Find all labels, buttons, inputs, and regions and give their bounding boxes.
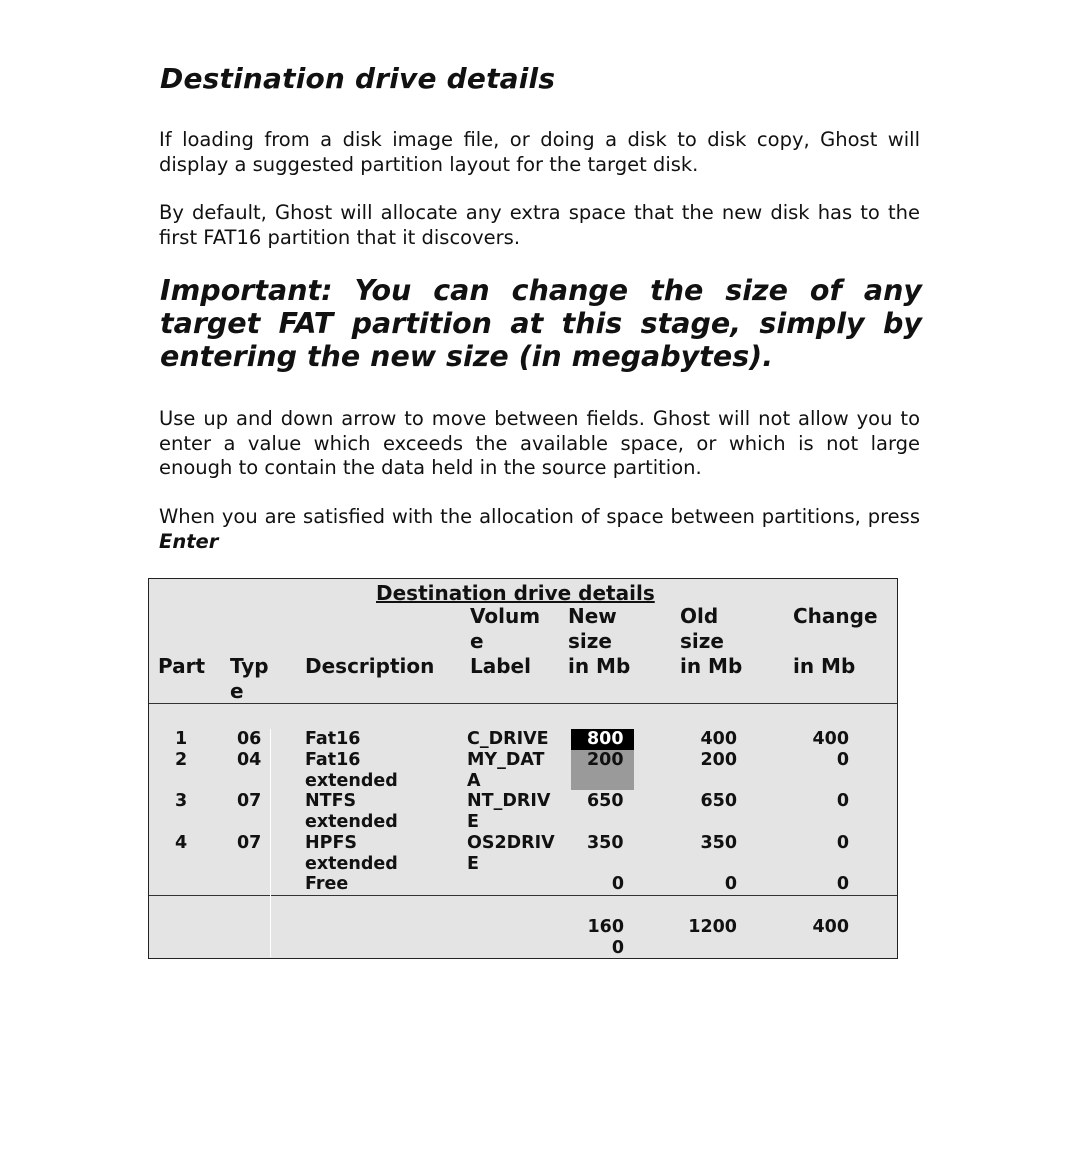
- column-separator: [270, 729, 271, 957]
- row1-volume-label: C_DRIVE: [467, 729, 549, 749]
- row4-old-size: 350: [700, 833, 737, 853]
- row2-change: 0: [836, 750, 849, 770]
- row4-part: 4: [175, 833, 188, 853]
- important-note: Important: You can change the size of any target FAT partition at this stage, simply by entering the new size (in megabytes).: [160, 274, 922, 373]
- totals-divider: [149, 895, 897, 896]
- free-description: Free: [305, 874, 349, 894]
- row2-old-size: 200: [700, 750, 737, 770]
- row3-new-size-input[interactable]: 650: [587, 791, 624, 811]
- free-new-size: 0: [611, 874, 624, 894]
- destination-drive-dialog: [148, 578, 898, 959]
- row1-description: Fat16: [305, 729, 361, 749]
- row3-part: 3: [175, 791, 188, 811]
- confirm-text: When you are satisfied with the allocation of space between partitions, press: [159, 505, 920, 528]
- row4-description: HPFS extended: [305, 833, 398, 874]
- row3-volume-label: NT_DRIV E: [467, 791, 551, 832]
- row1-type: 06: [237, 729, 262, 749]
- row4-type: 07: [237, 833, 262, 853]
- row3-description: NTFS extended: [305, 791, 398, 832]
- free-old-size: 0: [724, 874, 737, 894]
- confirm-paragraph: [159, 505, 920, 554]
- header-type: Typ e: [230, 654, 269, 703]
- row3-change: 0: [836, 791, 849, 811]
- enter-key-label: Enter: [159, 529, 219, 553]
- row2-type: 04: [237, 750, 262, 770]
- row3-type: 07: [237, 791, 262, 811]
- dialog-title: Destination drive details: [376, 581, 655, 605]
- header-part: Part: [158, 654, 206, 678]
- row2-part: 2: [175, 750, 188, 770]
- row4-volume-label: OS2DRIV E: [467, 833, 555, 874]
- row4-change: 0: [836, 833, 849, 853]
- total-change: 400: [812, 917, 849, 937]
- row2-new-size-input[interactable]: 200: [587, 750, 624, 770]
- row2-volume-label: MY_DAT A: [467, 750, 545, 791]
- header-change: Change in Mb: [793, 604, 878, 678]
- page-title: Destination drive details: [160, 62, 556, 95]
- row3-old-size: 650: [700, 791, 737, 811]
- row1-change: 400: [812, 729, 849, 749]
- header-divider: [149, 703, 897, 704]
- row1-old-size: 400: [700, 729, 737, 749]
- free-change: 0: [836, 874, 849, 894]
- navigation-paragraph: Use up and down arrow to move between fields. Ghost will not allow you to enter a value which exceeds the available space, or which is not large enough to contain the data held in the source partition.: [159, 407, 920, 479]
- header-description: Description: [305, 654, 435, 678]
- total-new-size: 160 0: [587, 917, 624, 958]
- intro-paragraph: If loading from a disk image file, or doing a disk to disk copy, Ghost will display a suggested partition layout for the target disk.: [159, 128, 920, 176]
- header-old-size: Old size in Mb: [680, 604, 743, 678]
- row4-new-size-input[interactable]: 350: [587, 833, 624, 853]
- total-old-size: 1200: [688, 917, 737, 937]
- row1-new-size-input[interactable]: 800: [587, 729, 624, 749]
- row1-part: 1: [175, 729, 188, 749]
- header-volume-label: Volum e Label: [470, 604, 541, 678]
- header-new-size: New size in Mb: [568, 604, 631, 678]
- row2-description: Fat16 extended: [305, 750, 398, 791]
- default-allocation-paragraph: By default, Ghost will allocate any extra space that the new disk has to the first FAT16 partition that it discovers.: [159, 201, 920, 249]
